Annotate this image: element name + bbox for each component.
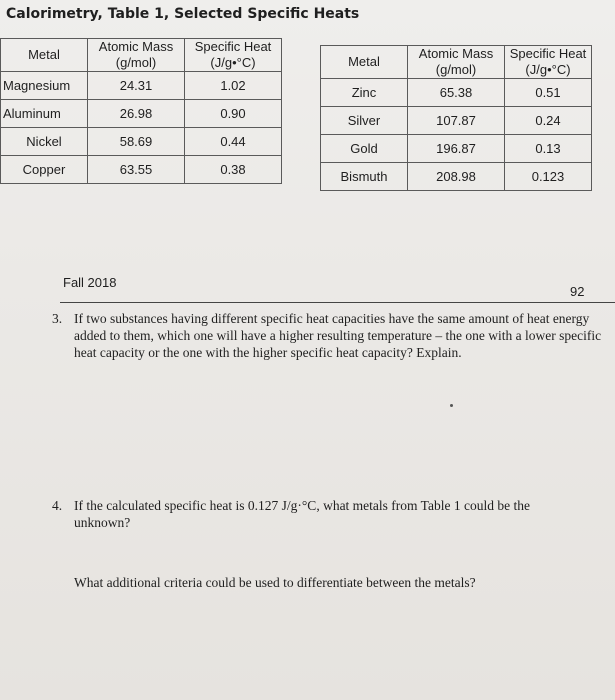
table-row	[1, 72, 282, 100]
title-text: Calorimetry, Table 1, Selected Specific Heats	[6, 6, 360, 22]
cell-metal: Aluminum	[1, 100, 88, 128]
cell-specific-heat: 0.44	[185, 128, 282, 156]
header-atomic-mass: Atomic Mass (g/mol)	[88, 39, 185, 72]
table-row	[1, 156, 282, 184]
page-title	[6, 6, 359, 22]
header-metal: Metal	[1, 39, 88, 72]
cell-metal: Nickel	[1, 128, 88, 156]
cell-specific-heat: 0.123	[505, 163, 592, 191]
header-atomic-mass: Atomic Mass (g/mol)	[408, 46, 505, 79]
table-header-row	[1, 39, 282, 72]
cell-atomic-mass: 65.38	[408, 79, 505, 107]
cell-specific-heat: 1.02	[185, 72, 282, 100]
cell-metal: Gold	[321, 135, 408, 163]
cell-specific-heat: 0.24	[505, 107, 592, 135]
cell-metal: Bismuth	[321, 163, 408, 191]
cell-metal: Silver	[321, 107, 408, 135]
header-metal: Metal	[321, 46, 408, 79]
cell-metal: Copper	[1, 156, 88, 184]
cell-specific-heat: 0.13	[505, 135, 592, 163]
cell-metal: Zinc	[321, 79, 408, 107]
cell-atomic-mass: 58.69	[88, 128, 185, 156]
specific-heat-table-right	[320, 45, 592, 191]
table-row	[321, 135, 592, 163]
cell-specific-heat: 0.90	[185, 100, 282, 128]
divider	[60, 302, 615, 303]
table-row	[321, 79, 592, 107]
cell-atomic-mass: 196.87	[408, 135, 505, 163]
cell-metal: Magnesium	[1, 72, 88, 100]
question-text: If the calculated specific heat is 0.127 J/g·°C, what metals from Table 1 could be the unknown?	[74, 498, 530, 530]
question-4-followup: What additional criteria could be used to differentiate between the metals?	[74, 575, 476, 590]
cell-atomic-mass: 63.55	[88, 156, 185, 184]
header-specific-heat: Specific Heat (J/g•°C)	[505, 46, 592, 79]
specific-heat-table-left	[0, 38, 282, 184]
table-row	[1, 100, 282, 128]
cell-specific-heat: 0.51	[505, 79, 592, 107]
question-number: 3.	[52, 311, 63, 326]
table-row	[1, 128, 282, 156]
question-text: If two substances having different specific heat capacities have the same amount of heat energy added to them, which one will have a higher resulting temperature – the one with a lower specific heat capacity or the one with the higher specific heat capacity? Explain.	[74, 311, 602, 360]
page-number: 92	[570, 284, 585, 299]
cell-atomic-mass: 24.31	[88, 72, 185, 100]
cell-atomic-mass: 208.98	[408, 163, 505, 191]
footer-term: Fall 2018	[63, 275, 117, 290]
header-specific-heat: Specific Heat (J/g•°C)	[185, 39, 282, 72]
table-row	[321, 107, 592, 135]
cell-atomic-mass: 26.98	[88, 100, 185, 128]
paper-mark	[450, 404, 453, 407]
question-number: 4.	[52, 498, 63, 513]
table-row	[321, 163, 592, 191]
table-header-row	[321, 46, 592, 79]
cell-specific-heat: 0.38	[185, 156, 282, 184]
cell-atomic-mass: 107.87	[408, 107, 505, 135]
